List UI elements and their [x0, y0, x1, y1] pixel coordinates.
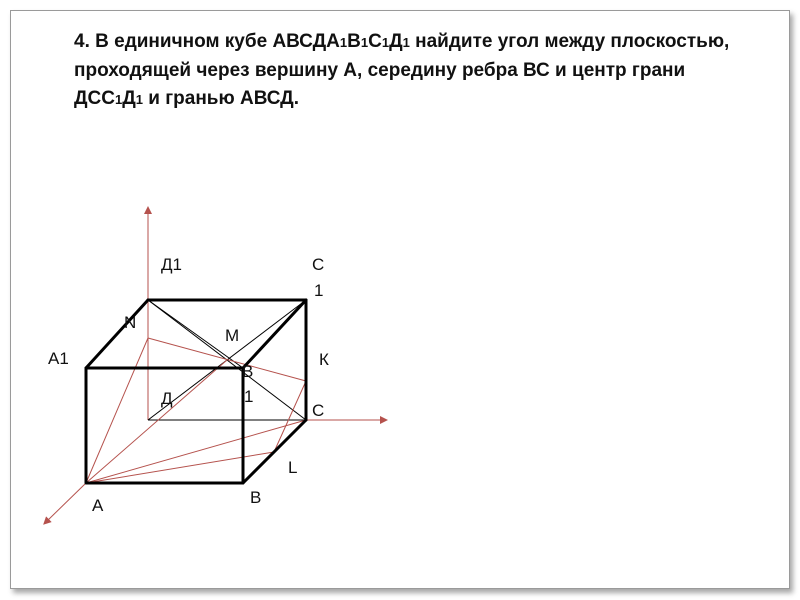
label-C: С: [312, 401, 325, 420]
label-D1: Д1: [161, 255, 182, 274]
label-N: N: [124, 313, 137, 332]
label-B1-letter: В: [242, 362, 254, 381]
label-B1-index: 1: [244, 387, 254, 406]
label-L: L: [288, 458, 298, 477]
y-axis: [46, 483, 86, 522]
visible-edges: [86, 300, 306, 483]
label-C1-letter: С: [312, 255, 325, 274]
edge-A1D1: [86, 300, 148, 368]
edge-B1C1: [243, 300, 306, 368]
label-A: А: [92, 496, 104, 515]
label-K: К: [319, 350, 329, 369]
label-B: В: [250, 488, 262, 507]
front-face: [86, 368, 243, 483]
label-M: M: [225, 326, 240, 345]
label-A1: А1: [48, 349, 69, 368]
label-C1-index: 1: [314, 281, 324, 300]
label-D: Д: [161, 389, 173, 408]
problem-statement: 4. В единичном кубе АВСДА1В1С1Д1 найдите угол между плоскостью, проходящей через вершину А, середину ребра ВС и центр грани ДСС1Д1 и гранью АВСД.: [74, 31, 730, 109]
line-A-M: [86, 360, 227, 483]
